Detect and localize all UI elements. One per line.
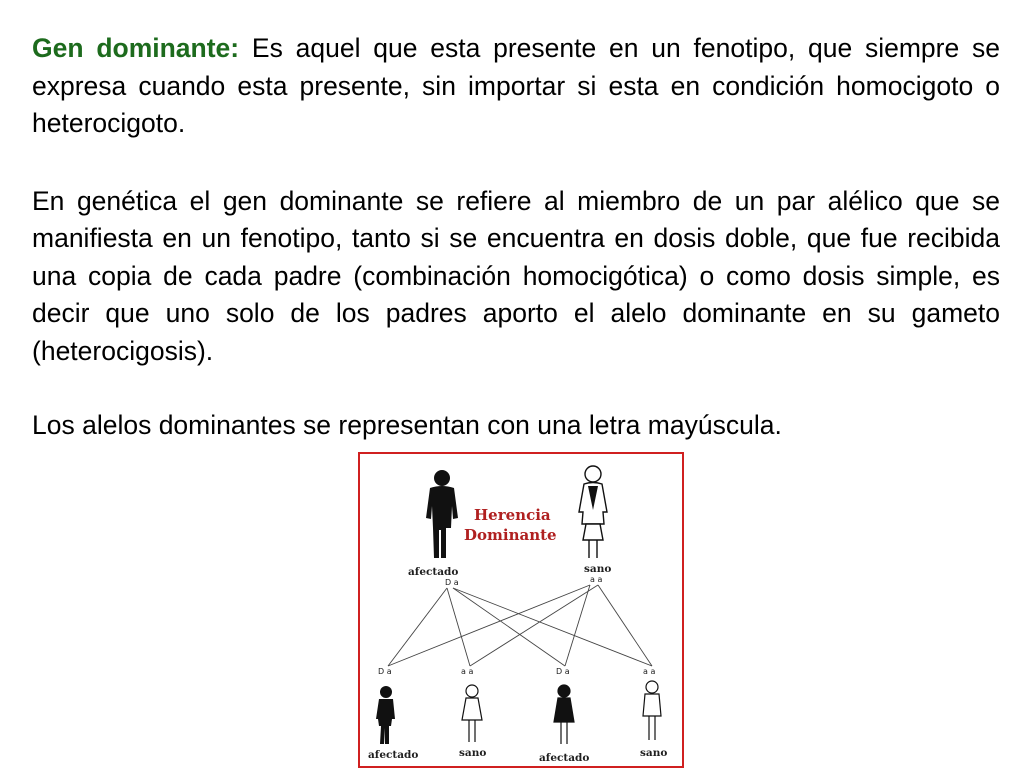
definition-text: Es aquel que esta presente en un fenotipo, que siempre se expresa cuando esta presente, sin importar si esta en condición homocigoto o heterocigoto. — [32, 33, 1000, 138]
cross-lines — [388, 585, 652, 666]
child-1-affected-boy-icon — [376, 686, 395, 744]
inheritance-diagram-svg — [360, 454, 682, 766]
child-4-alleles: a a — [643, 667, 656, 676]
parent-affected-man-icon — [426, 470, 458, 558]
child-4-label: sano — [640, 747, 668, 759]
definition-paragraph — [32, 30, 1000, 143]
explanation-paragraph: En genética el gen dominante se refiere al miembro de un par alélico que se manifiesta en un fenotipo, tanto si se encuentra en dosis doble, que fue recibida una copia de cada padre (combinación homocigótica) o como dosis simple, es decir que uno solo de los padres aporto el alelo dominante en su gameto (heterocigosis). — [32, 185, 1000, 366]
notation-paragraph: Los alelos dominantes se representan con una letra mayúscula. — [32, 410, 782, 440]
parent-alleles-affected: D a — [445, 578, 459, 587]
child-2-label: sano — [459, 747, 487, 759]
child-1-label: afectado — [368, 749, 419, 761]
child-3-label: afectado — [539, 752, 590, 764]
inheritance-diagram — [358, 452, 684, 768]
child-2-alleles: a a — [461, 667, 474, 676]
diagram-title-line1: Herencia — [474, 506, 551, 524]
parent-healthy-woman-icon — [579, 466, 607, 558]
parent-label-healthy: sano — [584, 563, 612, 575]
child-3-alleles: D a — [556, 667, 570, 676]
child-3-affected-girl-icon — [554, 685, 574, 744]
slide-text — [32, 30, 1000, 445]
parent-alleles-healthy: a a — [590, 575, 603, 584]
term-gen-dominante: Gen dominante: — [32, 33, 240, 63]
parent-label-affected: afectado — [408, 566, 459, 578]
child-4-healthy-boy-icon — [643, 681, 661, 740]
child-2-healthy-girl-icon — [462, 685, 482, 742]
child-1-alleles: D a — [378, 667, 392, 676]
diagram-title-line2: Dominante — [464, 526, 557, 544]
